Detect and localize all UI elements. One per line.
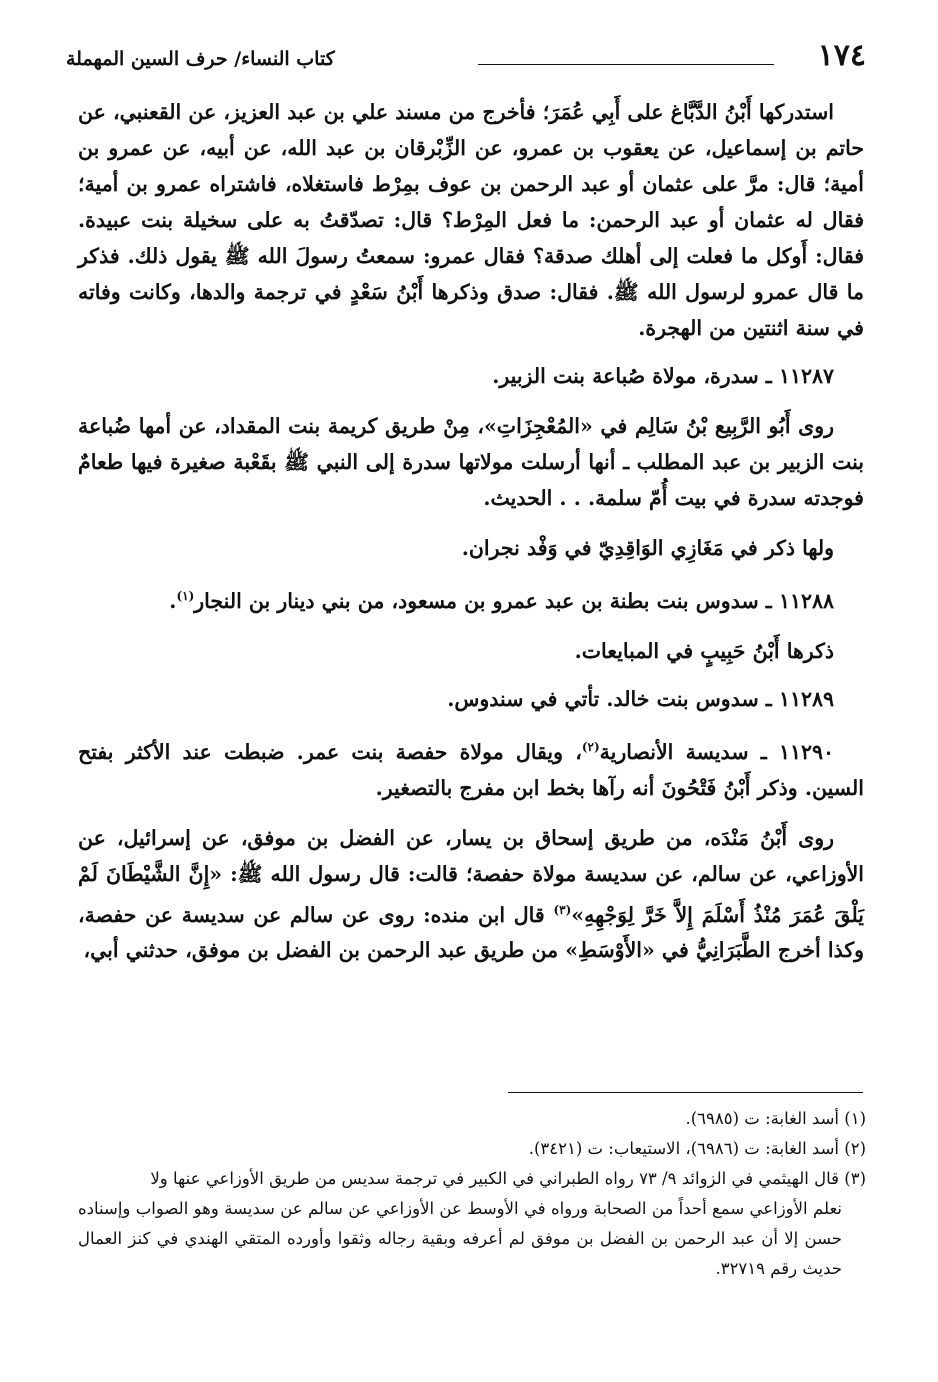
footnote [78,1104,866,1134]
footnotes [78,1104,866,1284]
running-title: كتاب النساء/ حرف السين المهملة [66,48,335,70]
footnote-ref[interactable]: (٢) [581,739,600,754]
footnote-ref[interactable]: (١) [176,589,195,603]
footnote-number: (٣) [844,1169,866,1188]
footnote-continuation: نعلم الأوزاعي سمع أحداً من الصحابة ورواه في الأوسط عن الأوزاعي عن سالم عن سديسة وهو الصواب وإسناده حسن إلا أن عبد الرحمن بن الفضل بن موفق لم أعرفه وبقية رجاله وثقوا وأورده المتقي الهندي في كنز العمال حديث رقم ٣٢٧١٩. [78,1199,842,1278]
entry-tail: ، ويقال مولاة حفصة بنت عمر. ضبطت عند الأكثر بفتح السين. وذكر أَبْنُ فَتْحُونَ أنه رآها بخط ابن مفرج بالتصغير. [78,739,864,800]
paragraph-tail: قال ابن منده: روى عن سالم عن سديسة عن حفصة، وكذا أخرج الطَّبَرَانِيُّ في «الأَوْسَطِ» من طريق عبد الرحمن بن الفضل بن موفق، حدثني أبي، [78,902,864,963]
footnote-number: (١) [844,1109,866,1128]
page-number: ١٧٤ [817,38,866,73]
entry-heading [78,358,864,394]
paragraph [78,820,864,969]
footnote-text: قال الهيثمي في الزوائد ٩/ ٧٣ رواه الطبراني في الكبير في ترجمة سديس من طريق الأوزاعي عنها ولا [150,1169,839,1188]
entry-heading [78,578,864,619]
entry-title: سدوس بنت بطنة بن عبد عمرو بن مسعود، من بني دينار بن النجار [194,588,759,613]
entry-heading [78,729,864,806]
paragraph-text: استدركها أَبْنُ الدَّبَّاغ على أَبِي عُمَرَ؛ فأخرج من مسند علي بن عبد العزيز، عن القعنبي، عن حاتم بن إسماعيل، عن يعقوب بن عمرو، عن الزِّبْرقان بن عبد الله، عن أبيه، عن عمرو بن أمية؛ قال: مرَّ على عثمان أو عبد الرحمن بن عوف بمِرْط فاستغلاه، فاشتراه عمرو بن أمية؛ فقال له عثمان أو عبد الرحمن: ما فعل المِرْط؟ قال: تصدّقتُ به على سخيلة بنت عبيدة. فقال: أَوكل ما فعلت إلى أهلك صدقة؟ فقال عمرو: سمعتُ رسولَ الله ﷺ يقول ذلك. فذكر ما قال عمرو لرسول الله ﷺ. فقال: صدق وذكرها أَبْنُ سَعْدٍ في ترجمة والدها، وكانت وفاته في سنة اثنتين من الهجرة. [77,100,864,340]
entry-number: ١١٢٩٠ ـ [760,739,834,764]
entry-number: ١١٢٨٧ ـ [765,364,834,388]
paragraph-text: ذكرها أَبْنُ حَبِيبٍ في المبايعات. [574,638,834,663]
footnote-number: (٢) [844,1139,866,1158]
header-rule [478,64,774,65]
footnote [78,1164,866,1284]
entry-tail: . [169,588,177,613]
body-text [78,94,864,968]
paragraph [78,530,864,566]
paragraph-text: ولها ذكر في مَغَازِي الوَاقِدِيّ في وَفْد نجران. [461,536,834,560]
footnote-rule [508,1092,863,1093]
footnote-text: أسد الغابة: ت (٦٩٨٦)، الاستيعاب: ت (٣٤٢١). [528,1139,839,1158]
page-header [66,34,866,78]
footnote-ref[interactable]: (٣) [553,902,572,917]
entry-number: ١١٢٨٩ ـ [765,686,834,711]
entry-title: سدرة، مولاة صُباعة بنت الزبير. [492,364,759,388]
footnote-text: أسد الغابة: ت (٦٩٨٥). [685,1109,839,1128]
entry-number: ١١٢٨٨ ـ [765,588,834,613]
paragraph-text: روى أَبْنُ مَنْدَه، من طريق إسحاق بن يسار، عن الفضل بن موفق، عن إسرائيل، عن الأوزاعي، عن سالم، عن سديسة مولاة حفصة؛ قالت: قال رسول الله ﷺ: «إِنَّ الشَّيْطَانَ لَمْ يَلْقَ عُمَرَ مُنْذُ أَسْلَمَ إِلاَّ خَرَّ لِوَجْهِهِ» [78,825,864,927]
entry-title: سدوس بنت خالد. تأتي في سندوس. [447,686,759,711]
entry-title: سديسة الأنصارية [599,739,749,764]
entry-heading [78,681,864,717]
paragraph [78,633,864,669]
paragraph [78,94,864,346]
paragraph-text: روى أَبُو الرَّبِيع بْنُ سَالِم في «المُعْجِزَاتِ»، مِنْ طريق كريمة بنت المقداد، عن أمها ضُباعة بنت الزبير بن عبد المطلب ـ أنها أرسلت مولاتها سدرة إلى النبي ﷺ بقَعْبة صغيرة فيها طعامٌ فوجدته سدرة في بيت أُمّ سلمة. . . الحديث. [78,414,864,510]
footnote [78,1134,866,1164]
paragraph [78,408,864,516]
